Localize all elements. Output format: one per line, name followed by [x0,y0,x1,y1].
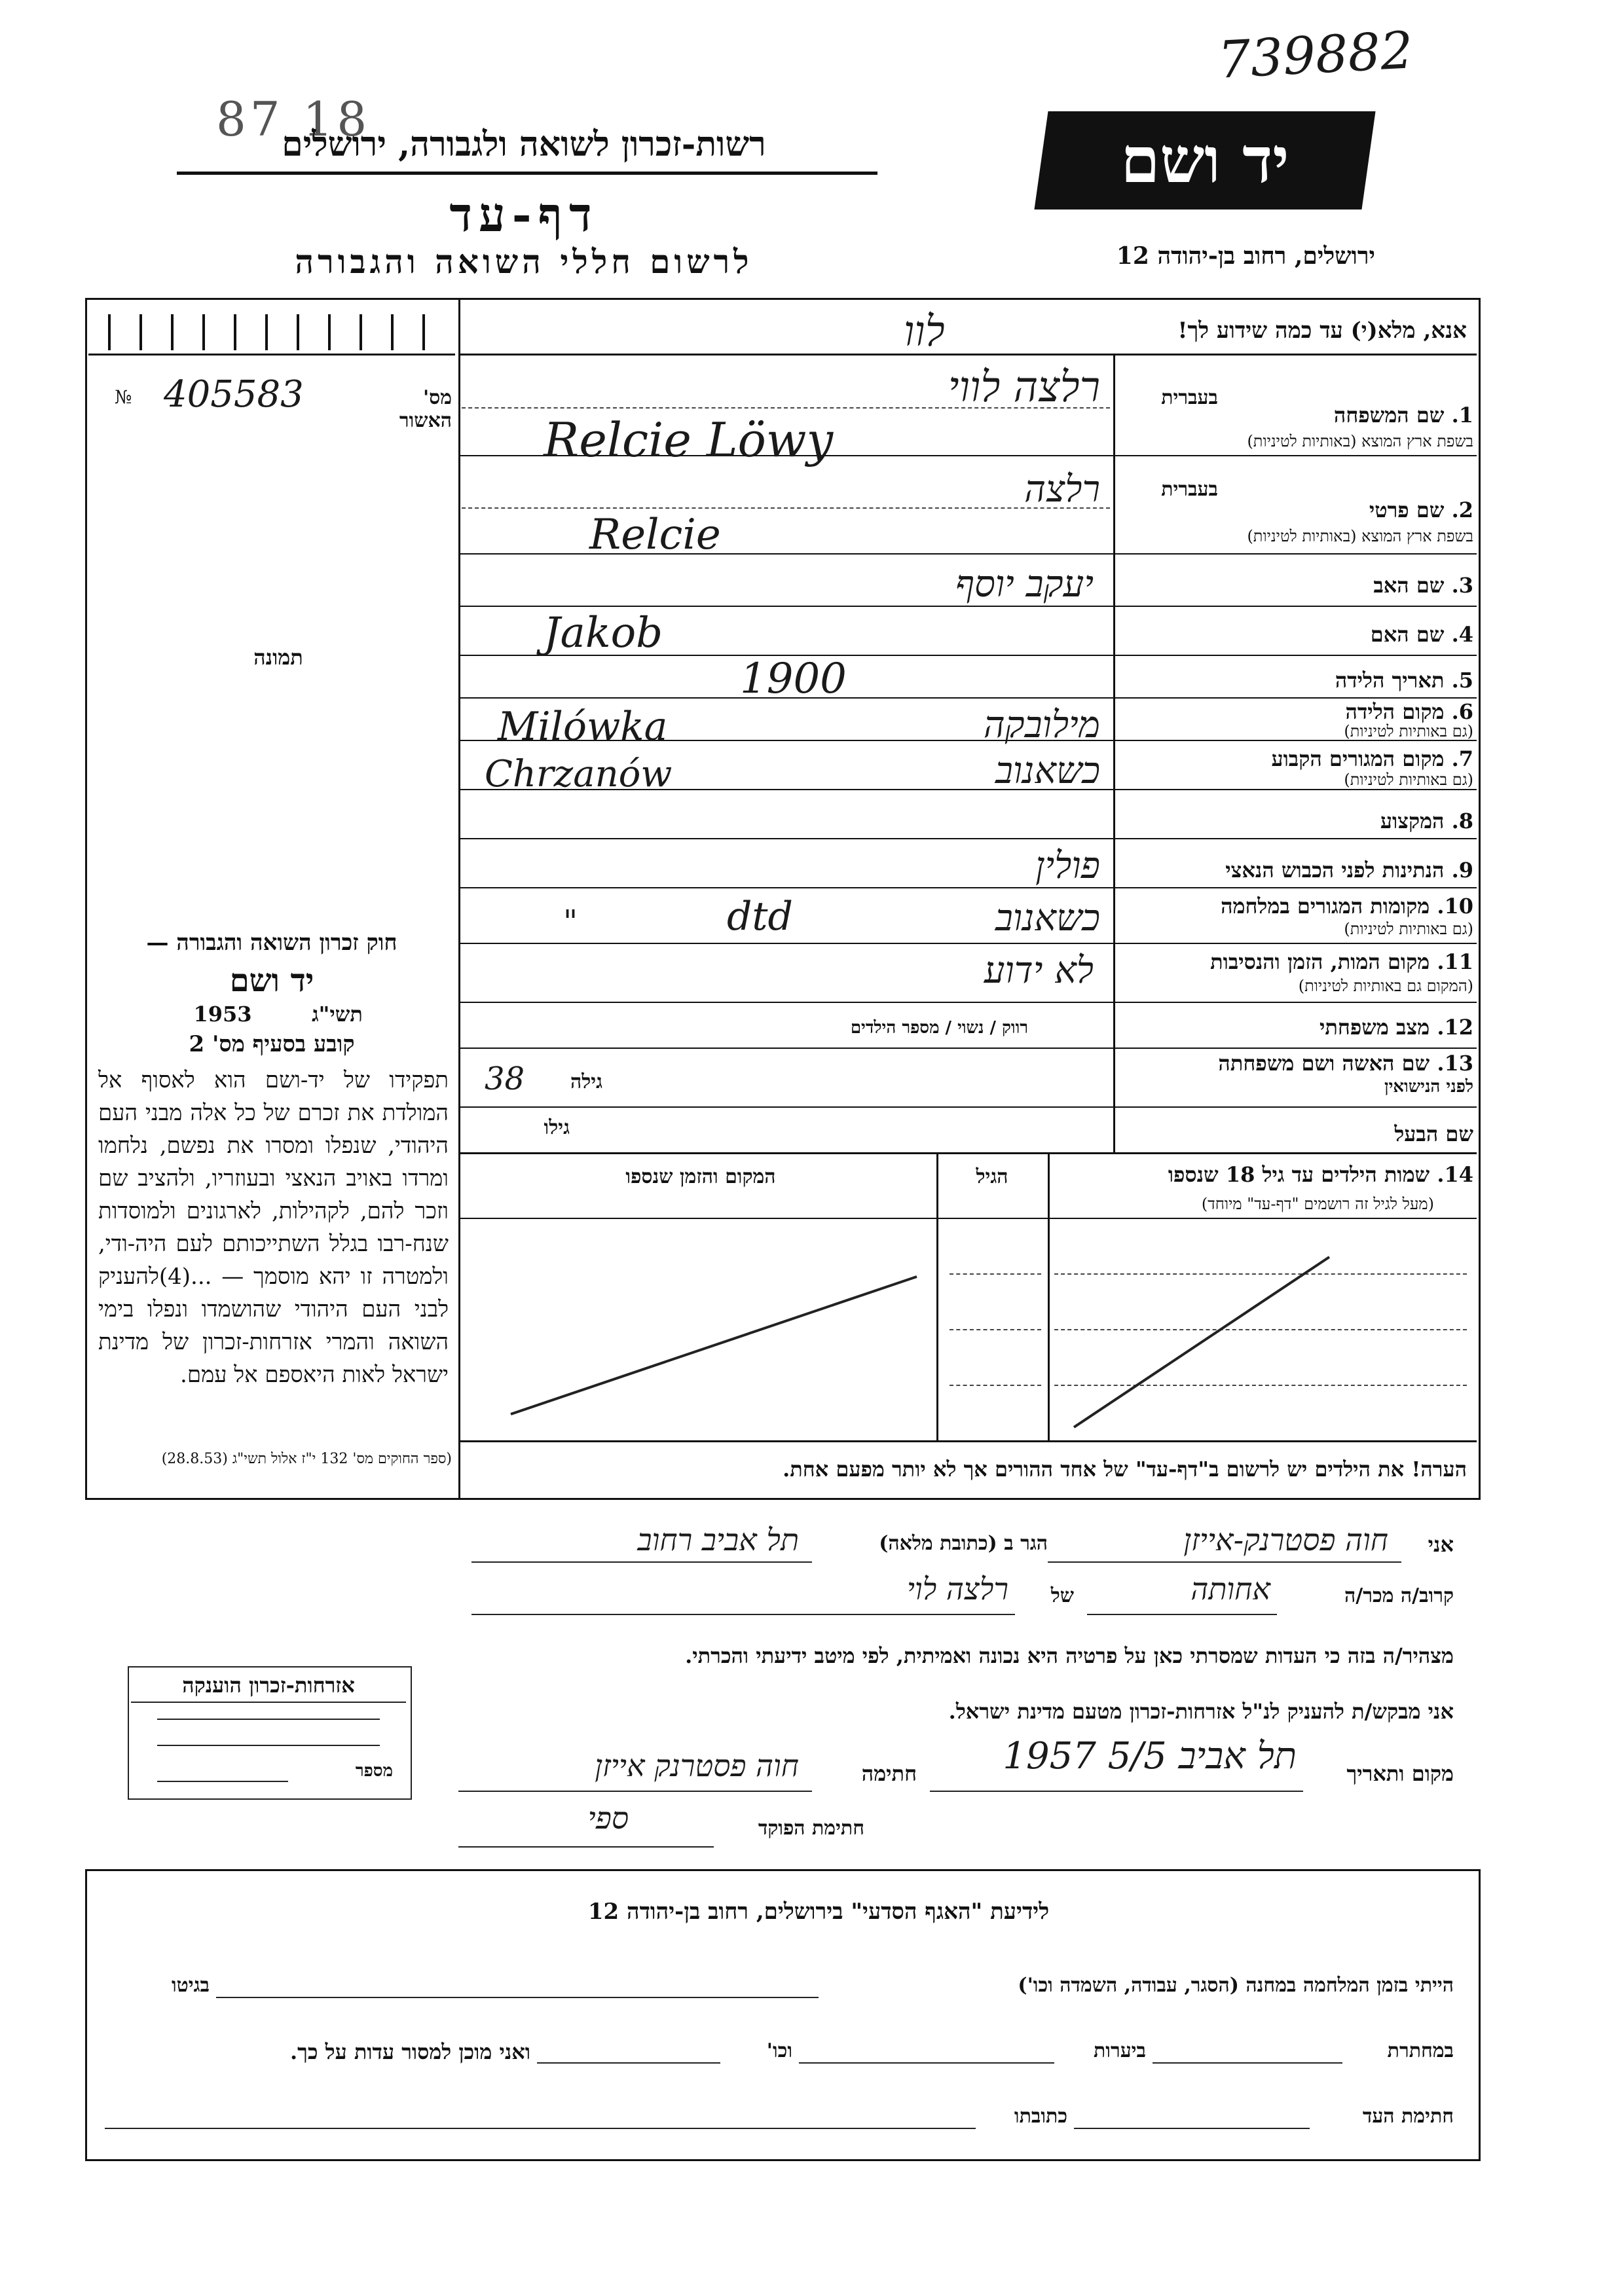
field-2-value-he[interactable]: רלצה [1024,468,1100,511]
field-7-sub: (גם באותיות לטיניות) [1344,771,1473,789]
husband-label: שם הבעל [1394,1121,1473,1146]
field-10-value-latin[interactable]: dtd [727,894,793,939]
field-1-value-he[interactable]: רלצה לווי [948,363,1100,412]
field-1-tag: בעברית [1161,386,1218,409]
field-2-label [1238,498,1473,522]
field-8-num: 8. [1451,809,1473,833]
field-5-label [1238,668,1473,693]
stamp-number: 87 18 [216,92,371,147]
law-year: 1953 [193,1002,252,1027]
field-7-value-he[interactable]: כשאנוב [995,750,1100,792]
field-3-value[interactable]: יעקב יוסף [955,563,1094,606]
field-10-quote: " [563,903,578,940]
law-source: (ספר החוקים מס' 132 י"ז אלול תשי"ג (28.8.53) [161,1451,452,1467]
law-year-he: תשי"ג [312,1002,363,1027]
field-3-label [1238,573,1473,598]
footer-line2-end: ואני מוכן למסור עדות על כך. [289,2039,530,2064]
field-1-label-text: שם המשפחה [1333,403,1445,428]
authority-line: רשות-זכרון לשואה ולגבורה, ירושלים [282,124,766,164]
field-5-num: 5. [1451,668,1473,693]
decl-place-date-label: מקום ותאריך [1346,1761,1454,1786]
field-5-value[interactable]: 1900 [740,655,847,703]
field-9-label-text: הנתינות לפני הכבוש הנאצי [1225,858,1445,883]
decl-signature[interactable]: חוה פסטרנק אייזן [595,1748,799,1783]
field-7-label [1238,746,1473,771]
field-11-num: 11. [1437,949,1473,974]
field-1-sub: בשפת ארץ המוצא (באותיות לטיניות) [1247,432,1473,450]
decl-place-date[interactable]: תל אביב 5/5 1957 [1003,1735,1297,1777]
field-10-label [1120,894,1473,919]
children-strike [1048,1218,1473,1440]
field-10-label-text: מקומות המגורים במלחמה [1221,894,1430,919]
field-13-age-value[interactable]: 38 [485,1061,525,1097]
footer-line2-mid: ביערות [1093,2039,1146,2062]
field-1-num: 1. [1451,403,1473,428]
place-strike [458,1218,936,1440]
footer-line2-mid2: וכו' [766,2039,792,2062]
field-2-label-text: שם פרטי [1369,498,1445,522]
decl-name[interactable]: חוה פסטרנק-אייזן [1183,1522,1388,1558]
decl-relative-label: קרוב/ה מכר/ה [1344,1584,1454,1607]
form-subtitle: לרשום חללי השואה והגבורה [295,242,753,281]
field-12-num: 12. [1437,1015,1473,1040]
photo-label: תמונה [253,645,303,670]
field-9-value[interactable]: פולין [1035,845,1100,887]
header-address: ירושלים, רחוב בן-יהודה 12 [1116,242,1375,270]
field-8-label [1238,809,1473,833]
field-7-value-latin[interactable]: Chrzanów [485,753,673,795]
field-4-num: 4. [1451,622,1473,647]
certificate-value: 405583 [164,373,304,416]
children-label [1054,1162,1473,1187]
decl-officer[interactable]: ספי [587,1800,629,1836]
footer-line2-start: במחתרת [1387,2039,1454,2062]
field-10-num: 10. [1437,894,1473,919]
field-7-label-text: מקום המגורים הקבוע [1271,746,1445,771]
field-7-num: 7. [1451,746,1473,771]
decl-ani: אני [1428,1532,1454,1557]
field-4-value[interactable]: Jakob [544,609,663,657]
field-12-label [1120,1015,1473,1040]
archive-number: 739882 [1216,21,1414,90]
husband-age-label: גילו [544,1116,570,1139]
decl-of-value[interactable]: רלצה לוי [906,1571,1008,1607]
field-3-label-text: שם האב [1373,573,1445,598]
children-label-text: שמות הילדים עד גיל 18 שנספו [1168,1162,1430,1187]
decl-signature-label: חתימה [861,1761,917,1786]
field-8-label-text: המקצוע [1380,809,1445,833]
decl-gar-label: הגר ב (כתובת מלאה) [879,1532,1048,1555]
footer-heading: לידיעת "האגף הסדעי" בירושלים, רחוב בן-יהודה 12 [587,1899,1050,1925]
field-12-options: רווק / נשוי / מספר הילדים [850,1018,1028,1038]
law-title: חוק זכרון השואה והגבורה — [146,930,397,956]
children-num: 14. [1437,1162,1473,1187]
law-name: יד ושם [229,962,314,999]
decl-address[interactable]: תל אביב רחוב [637,1522,799,1558]
field-6-label [1238,699,1473,724]
decl-officer-label: חתימת הפוקד [758,1817,864,1840]
field-12-label-text: מצב משפחתי [1320,1015,1430,1040]
form-instruction: אנא, מלא(י) עד כמה שידוע לך! [1177,318,1467,344]
field-2-value-latin[interactable]: Relcie [589,511,721,559]
field-1-value-latin[interactable]: Relcie Löwy [544,412,834,467]
children-sub: (מעל לגיל זה רושמים "דף-עד" מיוחד) [1201,1195,1434,1213]
field-6-value-latin[interactable]: Milówka [498,704,668,750]
field-10-sub: (גם באותיות לטיניות) [1344,920,1473,938]
field-13-label [1120,1051,1473,1076]
field-11-label [1120,949,1473,974]
certificate-box-title: אזרחות-זכרון הוענקה [131,1673,406,1703]
field-11-sub: (המקום גם באותיות לטיניות) [1298,977,1473,995]
field-1-label [1238,403,1473,428]
decl-relation[interactable]: אחותה [1190,1571,1270,1607]
field-6-num: 6. [1451,699,1473,724]
field-13-label-text: שם האשה ושם משפחתה [1218,1051,1430,1076]
field-11-value[interactable]: לא ידוע [984,949,1094,992]
field-11-label-text: מקום המות, הזמן והנסיבות [1210,949,1430,974]
field-10-value-he[interactable]: כשאנוב [995,897,1100,939]
instruction-mark: לוו [904,308,945,356]
field-13-num: 13. [1437,1051,1473,1076]
field-13-age-label: גילה [570,1070,602,1093]
field-2-num: 2. [1451,498,1473,522]
certificate-no-label: № [115,386,132,408]
form-title: דף-עד [449,187,599,242]
footer-line1-end: בגיטו [171,1974,210,1997]
decl-declare-text: מצהיר/ה בזה כי העדות שמסרתי כאן על פרטיה היא נכונה ואמיתית, לפי מיטב ידיעתי והכרתי. [685,1643,1454,1668]
logo-text: יד ושם [1120,123,1289,197]
field-9-num: 9. [1451,858,1473,883]
field-3-num: 3. [1451,573,1473,598]
law-text: תפקידו של יד-ושם הוא לאסוף אל המולדת את זכרם של כל אלה מבני העם היהודי, שנפלו ומסרו את נפשם, נלחמו ומרדו באויב הנאצי ובעוזריו, ולהציב שם וזכר להם, לקהילות, לארגונים ולמוסדות שנח-רבו בגלל השתייכותם לעם היה-ודי, ולמטרה זו יהא מוסמך — ...(4)להעניק לבני העם היהודי שהושמדו ונפלו בימי השואה והמרי אזרחות-זכרון של מדינת ישראל לאות היאספם אל עמם. [98,1067,449,1388]
field-4-label-text: שם האם [1370,622,1445,647]
field-6-sub: (גם באותיות לטיניות) [1344,722,1473,740]
field-6-label-text: מקום הלידה [1345,699,1445,724]
certificate-ticks [88,308,455,355]
children-age-col: הגיל [976,1165,1008,1188]
decl-of-label: של [1050,1584,1074,1607]
children-note: הערה! את הילדים יש לרשום ב"דף-עד" של אחד ההורים אך לא יותר מפעם אחת. [783,1457,1467,1482]
law-clause: קובע בסעיף מס' 2 [189,1031,355,1057]
children-place-col: המקום והזמן שנספו [625,1165,776,1188]
field-9-label [1120,858,1473,883]
field-2-sub: בשפת ארץ המוצא (באותיות לטיניות) [1247,527,1473,545]
field-5-label-text: תאריך הלידה [1335,668,1445,693]
certificate-label: מס' האשור [399,386,452,432]
certificate-box-number: מספר [355,1761,393,1781]
footer-line1: הייתי בזמן המלחמה במחנה (הסגר, עבודה, השמדה וכו') [1018,1974,1454,1997]
field-13-sub: לפני הנישואין [1384,1077,1473,1097]
field-6-value-he[interactable]: מילובקה [983,704,1100,746]
decl-request-text: אני מבקש/ת להעניק לנ"ל אזרחות-זכרון מטעם מדינת ישראל. [948,1699,1454,1724]
footer-line3-end: כתובתו [1014,2105,1067,2128]
field-2-tag: בעברית [1161,478,1218,501]
field-4-label [1238,622,1473,647]
footer-line3-start: חתימת העד [1362,2105,1454,2128]
yad-vashem-logo [1034,111,1375,210]
